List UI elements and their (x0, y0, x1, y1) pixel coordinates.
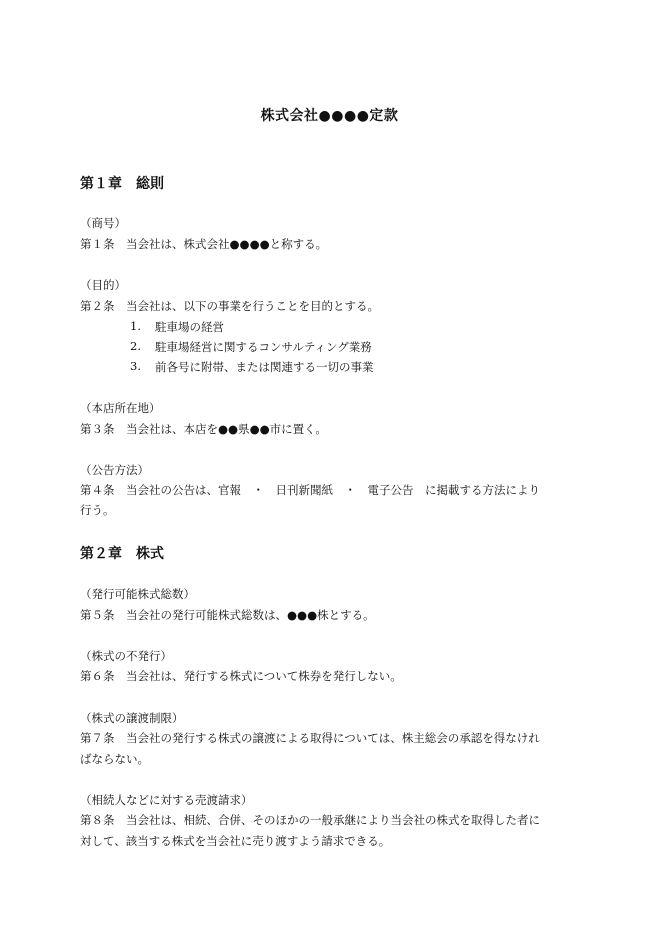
article-4-text-cont: 行う。 (80, 503, 115, 517)
article-7-text: 第７条 当会社の発行する株式の譲渡による取得については、株主総会の承認を得なけれ (80, 731, 540, 745)
list-item-text: 駐車場の経営 (155, 320, 224, 334)
chapter-1-heading: 第１章 総則 (80, 176, 164, 192)
list-item-text: 前各号に附帯、または関連する一切の事業 (155, 360, 374, 374)
article-2-text: 第２条 当会社は、以下の事業を行うことを目的とする。 (80, 299, 379, 313)
article-8-text: 第８条 当会社は、相続、合併、そのほかの一般承継により当会社の株式を取得した者に (80, 813, 540, 827)
list-item-number: 1. (130, 319, 141, 333)
article-4-caption: （公告方法） (80, 463, 149, 477)
chapter-2-heading: 第２章 株式 (80, 546, 164, 562)
article-8-text-cont: 対して、該当する株式を当会社に売り渡すよう請求できる。 (80, 834, 391, 848)
article-6-caption: （株式の不発行） (80, 649, 172, 663)
article-1-text: 第１条 当会社は、株式会社●●●●と称する。 (80, 237, 328, 251)
list-item-text: 駐車場経営に関するコンサルティング業務 (155, 340, 372, 354)
article-7-caption: （株式の譲渡制限） (80, 711, 184, 725)
article-2-caption: （目的） (80, 278, 126, 292)
article-6-text: 第６条 当会社は、発行する株式について株券を発行しない。 (80, 669, 402, 683)
article-4-text: 第４条 当会社の公告は、官報 ・ 日刊新聞紙 ・ 電子公告 に掲載する方法により (80, 483, 540, 497)
article-5-text: 第５条 当会社の発行可能株式総数は、●●●株とする。 (80, 608, 375, 622)
document-title: 株式会社●●●●定款 (260, 108, 399, 124)
article-1-caption: （商号） (80, 216, 126, 230)
article-5-caption: （発行可能株式総数） (80, 587, 195, 601)
article-3-caption: （本店所在地） (80, 401, 161, 415)
article-7-text-cont: ばならない。 (80, 752, 149, 766)
article-8-caption: （相続人などに対する売渡請求） (80, 793, 253, 807)
list-item-number: 3. (130, 359, 141, 373)
article-3-text: 第３条 当会社は、本店を●●県●●市に置く。 (80, 422, 327, 436)
list-item-number: 2. (130, 339, 141, 353)
